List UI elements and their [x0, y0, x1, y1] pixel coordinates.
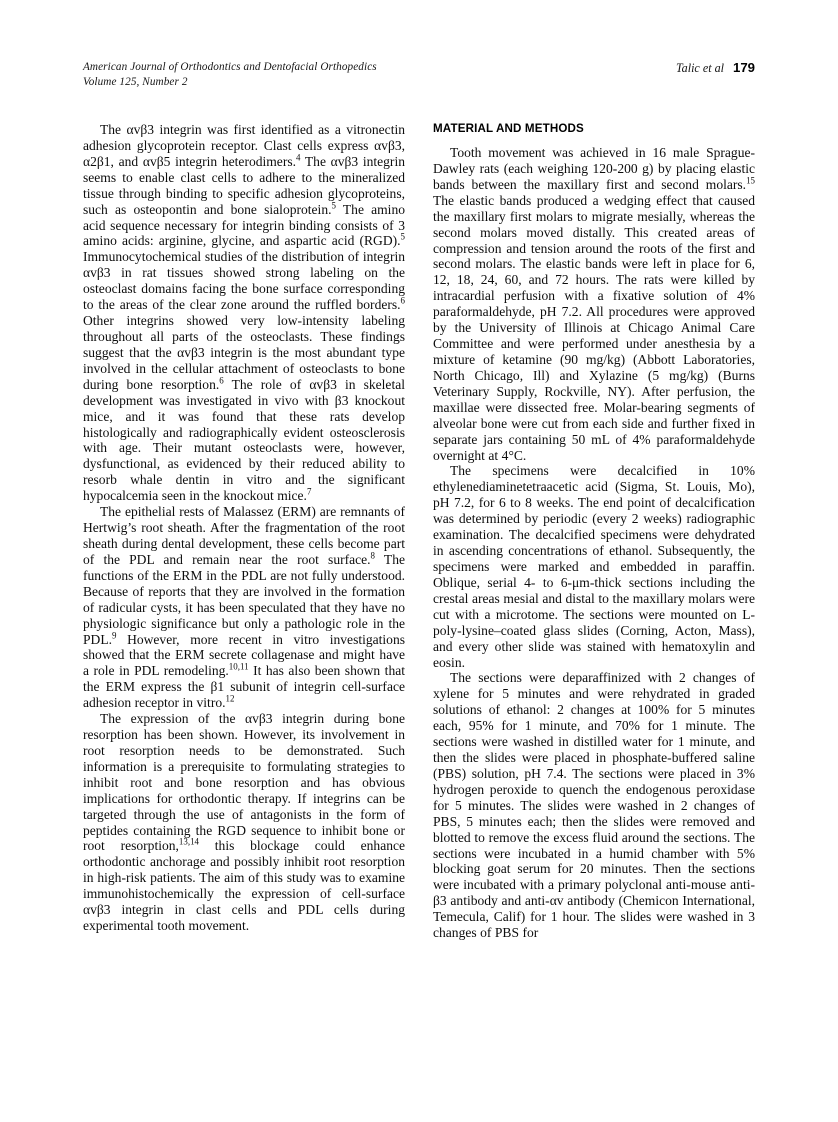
paragraph: The epithelial rests of Malassez (ERM) are remnants of Hertwig’s root sheath. After the fragmentation of the root sheath during dental development, these cells become part of the PDL and remain near the root surface.$^8$ The functions of the ERM in the PDL are not fully understood. Because of reports that they are involved in the formation of radicular cysts, it has been speculated that they have no physiologic significance but only a pathologic role in the PDL.$^9$ However, more recent in vitro investigations showed that the ERM secrete collagenase and might have a role in PDL remodeling.$^{10,11}$ It has also been shown that the ERM express the β1 subunit of integrin cell-surface adhesion receptor in vitro.$^{12}$ [83, 504, 405, 711]
paragraph: Tooth movement was achieved in 16 male Sprague-Dawley rats (each weighing 120-200 g) by placing elastic bands between the maxillary first and second molars.$^{15}$ The elastic bands produced a wedging effect that caused the maxillary first molars to migrate mesially, whereas the second molars moved distally. This created areas of compression and tension around the roots of the first and second molars. The elastic bands were left in place for 6, 12, 18, 24, 60, and 72 hours. The rats were killed by intracardial perfusion with a fixative solution of 4% paraformaldehyde, pH 7.2. All procedures were approved by the University of Illinois at Chicago Animal Care Committee and were performed under anesthesia by a mixture of ketamine (90 mg/kg) (Abbott Laboratories, North Chicago, Ill) and Xylazine (5 mg/kg) (Burns Veterinary Supply, Rockville, NY). After perfusion, the maxillae were dissected free. Molar-bearing segments of alveolar bone were cut from each side and further fixed in separate jars containing 50 mL of 4% paraformaldehyde overnight at 4°C. [433, 145, 755, 463]
column-left [83, 122, 405, 934]
author-citation: Talic et al [676, 61, 724, 75]
running-head [83, 60, 755, 100]
paragraph: The sections were deparaffinized with 2 changes of xylene for 5 minutes and were rehydrated in graded solutions of ethanol: 2 changes at 100% for 5 minutes each, 95% for 1 minute, and 70% for 1 minute. The sections were washed in distilled water for 1 minute, and then the slides were placed in phosphate-buffered saline (PBS) solution, pH 7.4. The sections were placed in 3% hydrogen peroxide to quench the endogenous peroxidase for 5 minutes. The slides were washed in 2 changes of PBS, 5 minutes each; then the slides were removed and blotted to remove the excess fluid around the sections. The sections were incubated in a humid chamber with 5% blocking goat serum for 20 minutes. Then the sections were incubated with a primary polyclonal anti-mouse anti-β3 antibody and anti-αv antibody (Chemicon International, Temecula, Calif) for 1 hour. The slides were washed in 3 changes of PBS for [433, 670, 755, 941]
journal-title: American Journal of Orthodontics and Dentofacial Orthopedics [83, 61, 377, 73]
page-number: 179 [732, 60, 755, 75]
paragraph: The αvβ3 integrin was first identified as a vitronectin adhesion glycoprotein receptor. Clast cells express αvβ3, α2β1, and αvβ5 integrin heterodimers.$^4$ The αvβ3 integrin seems to enable clast cells to adhere to the mineralized tissue through binding to specific adhesion glycoproteins, such as osteopontin and bone sialoprotein.$^5$ The amino acid sequence necessary for integrin binding consists of 3 amino acids: arginine, glycine, and aspartic acid (RGD).$^5$ Immunocytochemical studies of the distribution of integrin αvβ3 in rat tissues showed strong labeling on the osteoclast domains facing the bone surface corresponding to the areas of the clear zone around the ruffled borders.$^6$ Other integrins showed very low-intensity labeling throughout all parts of the osteoclasts. These findings suggest that the αvβ3 integrin is the most abundant type involved in the cellular attachment of osteoclasts to bone during bone resorption.$^6$ The role of αvβ3 in skeletal development was investigated in vivo with β3 knockout mice, and it was found that these rats develop histologically and radiographically evident osteosclerosis with age. Their mutant osteoclasts were, however, dysfunctional, as evidenced by their reduced ability to resorb whale dentin in vitro and the significant hypocalcemia seen in the knockout mice.$^7$ [83, 122, 405, 504]
journal-volume-issue: Volume 125, Number 2 [83, 75, 188, 88]
column-right [433, 122, 755, 941]
paragraph: The expression of the αvβ3 integrin during bone resorption has been shown. However, its involvement in root resorption needs to be demonstrated. Such information is a prerequisite to formulating strategies to inhibit root and bone resorption and has obvious implications for orthodontic therapy. If integrins can be targeted through the use of antagonists in the form of peptides containing the RGD sequence to inhibit bone or root resorption,$^{13,14}$ this blockage could enhance orthodontic anchorage and possibly inhibit root resorption in high-risk patients. The aim of this study was to examine immunohistochemically the expression of cell-surface αvβ3 integrin in clast cells and PDL cells during experimental tooth movement. [83, 711, 405, 934]
journal-title-block [83, 60, 377, 89]
paragraph: The specimens were decalcified in 10% ethylenediaminetetraacetic acid (Sigma, St. Louis, Mo), pH 7.2, for 6 to 8 weeks. The end point of decalcification was determined by periodic (every 2 weeks) radiographic examination. The decalcified specimens were dehydrated in ascending concentrations of ethanol. Subsequently, the specimens were marked and embedded in paraffin. Oblique, serial 4- to 6-μm-thick sections including the crestal areas mesial and distal to the maxillary molars were cut with a microtome. The sections were mounted on L-poly-lysine–coated glass slides (Corning, Acton, Mass), and every other slide was stained with hematoxylin and eosin. [433, 463, 755, 670]
section-heading-material-and-methods: MATERIAL AND METHODS [433, 122, 584, 135]
running-head-right [676, 60, 755, 76]
